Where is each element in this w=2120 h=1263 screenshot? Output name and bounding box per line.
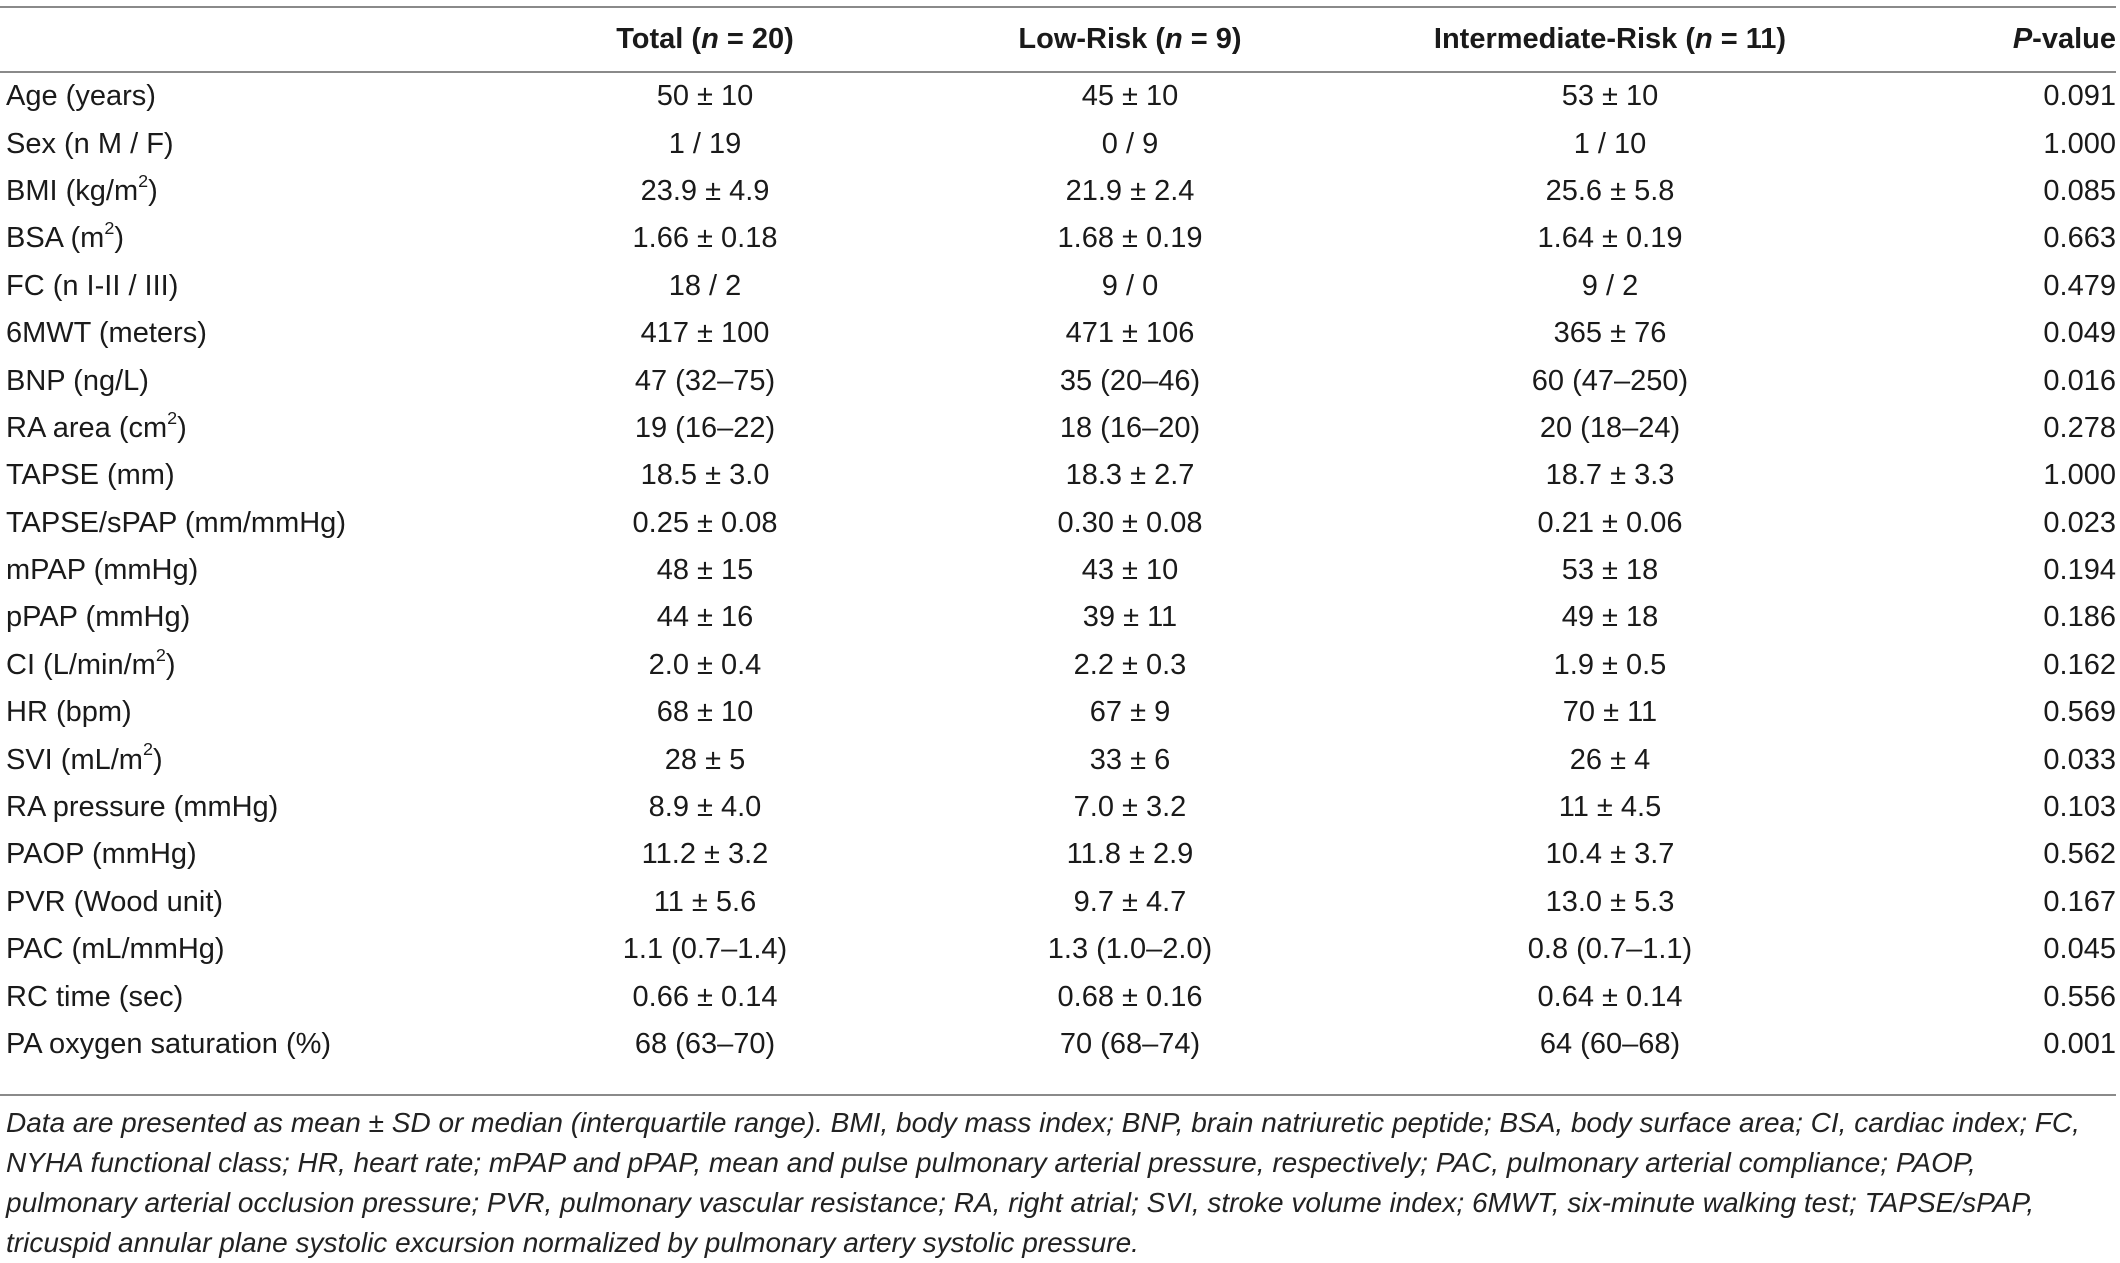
- cell-p-value: 0.479: [2043, 269, 2116, 302]
- row-label: HR (bpm): [6, 696, 132, 729]
- cell-intermediate-risk: 13.0 ± 5.3: [1545, 885, 1675, 918]
- table-row: [0, 1021, 2120, 1068]
- cell-p-value: 0.016: [2043, 364, 2116, 397]
- cell-low-risk: 0.30 ± 0.08: [1057, 506, 1203, 539]
- cell-intermediate-risk: 365 ± 76: [1553, 317, 1667, 350]
- row-label: Age (years): [6, 80, 156, 113]
- row-label: RA area $(cm^2)$: [6, 407, 187, 444]
- cell-low-risk: 70 (68–74): [1059, 1028, 1201, 1060]
- header-blank: [0, 8, 500, 71]
- cell-intermediate-risk: 53 ± 10: [1561, 80, 1659, 113]
- row-label: BSA $(m^2)$: [6, 218, 124, 255]
- row-label: FC (n I-II / III): [6, 269, 179, 302]
- cell-low-risk: 1.3 (1.0–2.0): [1047, 933, 1213, 966]
- header-intermediate-risk: Intermediate-Risk (n = 11): [1433, 23, 1787, 55]
- table-row: [0, 594, 2120, 641]
- cell-low-risk: 11.8 ± 2.9: [1066, 838, 1194, 871]
- cell-low-risk: 1.68 ± 0.19: [1057, 222, 1203, 255]
- table-body: [0, 71, 2120, 1068]
- cell-intermediate-risk: 0.21 ± 0.06: [1537, 506, 1683, 539]
- table-row: [0, 689, 2120, 736]
- cell-p-value: 0.085: [2043, 174, 2116, 207]
- cell-total: 44 ± 16: [656, 601, 754, 634]
- row-label: SVI $(mL/m^2)$: [6, 739, 163, 776]
- row-label: Sex (n M / F): [6, 127, 174, 160]
- table-row: [0, 879, 2120, 926]
- cell-low-risk: 33 ± 6: [1089, 743, 1171, 776]
- cell-total: 19 (16–22): [634, 411, 776, 444]
- table-row: [0, 263, 2120, 310]
- cell-intermediate-risk: 1.9 ± 0.5: [1553, 648, 1667, 681]
- cell-low-risk: 2.2 ± 0.3: [1073, 648, 1187, 681]
- table-row: [0, 168, 2120, 215]
- cell-p-value: 0.167: [2043, 885, 2116, 918]
- row-label: TAPSE (mm): [6, 459, 175, 492]
- cell-p-value: 0.033: [2043, 743, 2116, 776]
- cell-low-risk: 45 ± 10: [1081, 80, 1179, 113]
- cell-p-value: 1.000: [2043, 459, 2116, 492]
- cell-total: 68 ± 10: [656, 696, 754, 729]
- row-label: RA pressure (mmHg): [6, 791, 279, 824]
- cell-total: 23.9 ± 4.9: [640, 174, 770, 207]
- cell-low-risk: 7.0 ± 3.2: [1073, 791, 1187, 824]
- header-low-risk: Low-Risk (n = 9): [1018, 23, 1242, 55]
- cell-total: 1.66 ± 0.18: [632, 222, 778, 255]
- row-label: 6MWT (meters): [6, 317, 207, 350]
- table-footnote: Data are presented as mean ± SD or median (interquartile range). BMI, body mass index; BNP, brain natriuretic peptide; BSA, body surface area; CI, cardiac index; FC, NYHA functional class; HR, heart rate; mPAP and pPAP, mean and pulse pulmonary arterial pressure, respectively; PAC, pulmonary arterial compliance; PAOP, pulmonary arterial occlusion pressure; PVR, pulmonary vascular resistance; RA, right atrial; SVI, stroke volume index; 6MWT, six-minute walking test; TAPSE/sPAP, tricuspid annular plane systolic excursion normalized by pulmonary artery systolic pressure.: [6, 1107, 2080, 1258]
- cell-p-value: 0.162: [2043, 648, 2116, 681]
- cell-total: 18.5 ± 3.0: [640, 459, 770, 492]
- cell-total: 0.66 ± 0.14: [632, 980, 778, 1013]
- cell-p-value: 0.186: [2043, 601, 2116, 634]
- cell-intermediate-risk: 25.6 ± 5.8: [1545, 174, 1675, 207]
- row-label: CI $(L/\min/m^2)$: [6, 644, 176, 681]
- cell-intermediate-risk: 0.64 ± 0.14: [1537, 980, 1683, 1013]
- cell-intermediate-risk: 64 (60–68): [1539, 1028, 1681, 1060]
- cell-low-risk: 18 (16–20): [1059, 411, 1201, 444]
- cell-low-risk: 35 (20–46): [1059, 364, 1201, 397]
- cell-total: 48 ± 15: [656, 554, 754, 587]
- cell-low-risk: 39 ± 11: [1082, 601, 1178, 634]
- cell-p-value: 0.023: [2043, 506, 2116, 539]
- cell-intermediate-risk: 1.64 ± 0.19: [1537, 222, 1683, 255]
- cell-intermediate-risk: 9 / 2: [1581, 269, 1639, 302]
- table-row: [0, 310, 2120, 357]
- table-row: [0, 452, 2120, 499]
- table-row: [0, 831, 2120, 878]
- cell-p-value: 0.194: [2043, 554, 2116, 587]
- table-row: [0, 926, 2120, 973]
- row-label: BMI $(kg/m^2)$: [6, 170, 158, 207]
- cell-low-risk: 67 ± 9: [1089, 696, 1171, 729]
- cell-low-risk: 0.68 ± 0.16: [1057, 980, 1203, 1013]
- header-total: Total (n = 20): [616, 23, 794, 55]
- cell-intermediate-risk: 18.7 ± 3.3: [1545, 459, 1675, 492]
- table-row: [0, 357, 2120, 404]
- cell-total: 1 / 19: [668, 127, 742, 160]
- table-row: [0, 120, 2120, 167]
- table-row: [0, 405, 2120, 452]
- cell-p-value: 0.049: [2043, 317, 2116, 350]
- bottom-rule: [0, 1094, 2116, 1096]
- table-row: [0, 547, 2120, 594]
- cell-p-value: 0.562: [2043, 838, 2116, 871]
- characteristics-table: [0, 8, 2120, 1068]
- cell-low-risk: 21.9 ± 2.4: [1065, 174, 1195, 207]
- row-label: PAOP (mmHg): [6, 838, 197, 871]
- cell-intermediate-risk: 26 ± 4: [1569, 743, 1651, 776]
- cell-intermediate-risk: 20 (18–24): [1539, 411, 1681, 444]
- table-row: [0, 736, 2120, 783]
- cell-low-risk: 9.7 ± 4.7: [1073, 885, 1187, 918]
- cell-low-risk: 43 ± 10: [1081, 554, 1179, 587]
- cell-total: 8.9 ± 4.0: [648, 791, 762, 824]
- table-row: [0, 215, 2120, 262]
- cell-p-value: 0.103: [2043, 791, 2116, 824]
- header-p-value: P-value: [2012, 23, 2116, 55]
- table-row: [0, 71, 2120, 120]
- cell-low-risk: 9 / 0: [1101, 269, 1159, 302]
- cell-intermediate-risk: 60 (47–250): [1531, 364, 1689, 397]
- cell-total: 11.2 ± 3.2: [641, 838, 769, 871]
- cell-total: 0.25 ± 0.08: [632, 506, 778, 539]
- cell-intermediate-risk: 49 ± 18: [1561, 601, 1659, 634]
- cell-total: 11 ± 5.6: [653, 885, 757, 918]
- cell-total: 18 / 2: [668, 269, 742, 302]
- table-row: [0, 784, 2120, 831]
- cell-low-risk: 471 ± 106: [1065, 317, 1195, 350]
- cell-p-value: 0.663: [2043, 222, 2116, 255]
- table-header: [0, 8, 2120, 71]
- cell-intermediate-risk: 10.4 ± 3.7: [1545, 838, 1675, 871]
- cell-p-value: 0.569: [2043, 696, 2116, 729]
- row-label: mPAP (mmHg): [6, 554, 199, 587]
- cell-total: 2.0 ± 0.4: [648, 648, 762, 681]
- table-row: [0, 973, 2120, 1020]
- cell-p-value: 0.045: [2043, 933, 2116, 966]
- cell-intermediate-risk: 53 ± 18: [1561, 554, 1659, 587]
- row-label: PVR (Wood unit): [6, 885, 224, 918]
- cell-total: 1.1 (0.7–1.4): [622, 933, 788, 966]
- cell-low-risk: 0 / 9: [1101, 127, 1159, 160]
- row-label: PAC (mL/mmHg): [6, 933, 225, 966]
- cell-intermediate-risk: 0.8 (0.7–1.1): [1527, 933, 1693, 966]
- cell-total: 47 (32–75): [634, 364, 776, 397]
- cell-total: 68 (63–70): [634, 1028, 776, 1060]
- cell-total: 28 ± 5: [664, 743, 746, 776]
- row-label: pPAP (mmHg): [6, 601, 191, 634]
- row-label: BNP (ng/L): [6, 364, 149, 397]
- row-label: TAPSE/sPAP (mm/mmHg): [6, 506, 346, 539]
- cell-p-value: 0.556: [2043, 980, 2116, 1013]
- cell-total: 50 ± 10: [656, 80, 754, 113]
- row-label: RC time (sec): [6, 980, 184, 1013]
- cell-low-risk: 18.3 ± 2.7: [1065, 459, 1195, 492]
- cell-intermediate-risk: 11 ± 4.5: [1558, 791, 1662, 824]
- table-row: [0, 500, 2120, 547]
- cell-p-value: 0.091: [2043, 80, 2116, 113]
- cell-intermediate-risk: 70 ± 11: [1562, 696, 1658, 729]
- cell-p-value: 0.278: [2043, 411, 2116, 444]
- cell-p-value: 0.001: [2043, 1028, 2116, 1060]
- cell-intermediate-risk: 1 / 10: [1573, 127, 1647, 160]
- cell-total: 417 ± 100: [640, 317, 770, 350]
- row-label: PA oxygen saturation (%): [6, 1028, 332, 1060]
- cell-p-value: 1.000: [2043, 127, 2116, 160]
- table-row: [0, 642, 2120, 689]
